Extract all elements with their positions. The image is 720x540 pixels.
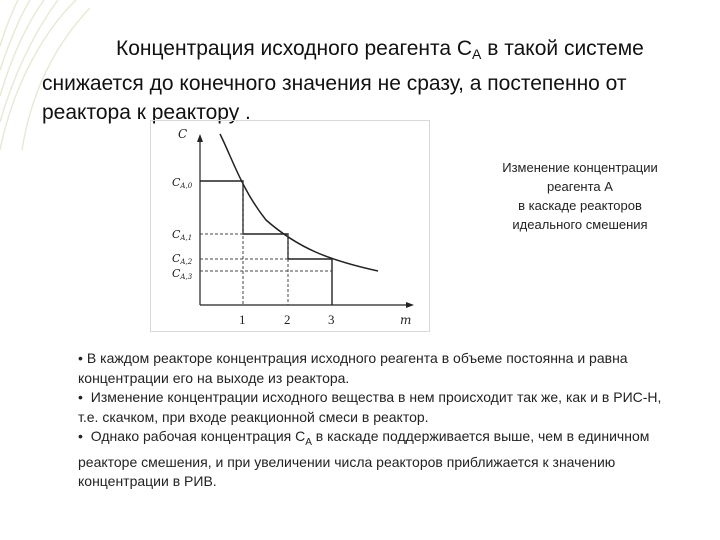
x-tick-2: 2 bbox=[284, 312, 291, 327]
heading-text-part1: Концентрация исходного реагента C bbox=[116, 37, 473, 60]
heading-text-part2: в такой системе снижается до конечного значения не сразу, а постепенно от реактора к реактору . bbox=[42, 37, 644, 124]
bullet-item-1 bbox=[78, 349, 678, 388]
guide-lines bbox=[200, 181, 332, 305]
bullet-marker: • bbox=[78, 350, 83, 366]
x-axis-label: m bbox=[400, 313, 412, 327]
y-tick-ca1: CA,1 bbox=[172, 228, 193, 242]
y-tick-ca2: CA,2 bbox=[172, 252, 193, 266]
y-axis-label: C bbox=[178, 127, 188, 141]
figure-frame bbox=[151, 121, 430, 332]
bullet-text-3-subscript: A bbox=[305, 437, 312, 449]
x-axis-arrow bbox=[406, 302, 414, 308]
bullet-item-3 bbox=[78, 427, 678, 492]
cascade-steps bbox=[200, 181, 332, 305]
heading-subscript: A bbox=[472, 46, 482, 62]
y-axis-arrow bbox=[197, 134, 203, 142]
x-tick-3: 3 bbox=[328, 312, 335, 327]
bullet-text-3b: в каскаде поддерживается выше, чем в единичном реакторе смешения, и при увеличении числа реакторов приближается к значению концентрации в РИВ. bbox=[78, 428, 650, 490]
bullet-text-3a: Однако рабочая концентрация C bbox=[86, 428, 306, 445]
caption-line-2: реагента A bbox=[547, 179, 613, 194]
concentration-figure bbox=[150, 120, 430, 332]
y-tick-ca0: CA,0 bbox=[172, 176, 193, 190]
y-tick-ca3: CA,3 bbox=[172, 267, 193, 281]
caption-line-1: Изменение концентрации bbox=[502, 160, 658, 175]
bullet-text-2: Изменение концентрации исходного вещества в нем происходит так же, как и в РИС-Н, т.е. скачком, при входе реакционной смеси в реактор. bbox=[78, 389, 662, 425]
x-tick-1: 1 bbox=[239, 312, 246, 327]
bullet-list bbox=[78, 349, 678, 492]
caption-line-4: идеального смешения bbox=[512, 217, 648, 232]
bullet-marker: • bbox=[78, 428, 83, 445]
caption-line-3: в каскаде реакторов bbox=[518, 198, 642, 213]
bullet-text-1: В каждом реакторе концентрация исходного реагента в объеме постоянна и равна концентрации его на выходе из реактора. bbox=[78, 350, 628, 386]
bullet-item-2 bbox=[78, 388, 678, 427]
figure-caption bbox=[470, 158, 690, 234]
bullet-marker: • bbox=[78, 389, 83, 406]
slide-heading bbox=[42, 34, 682, 127]
